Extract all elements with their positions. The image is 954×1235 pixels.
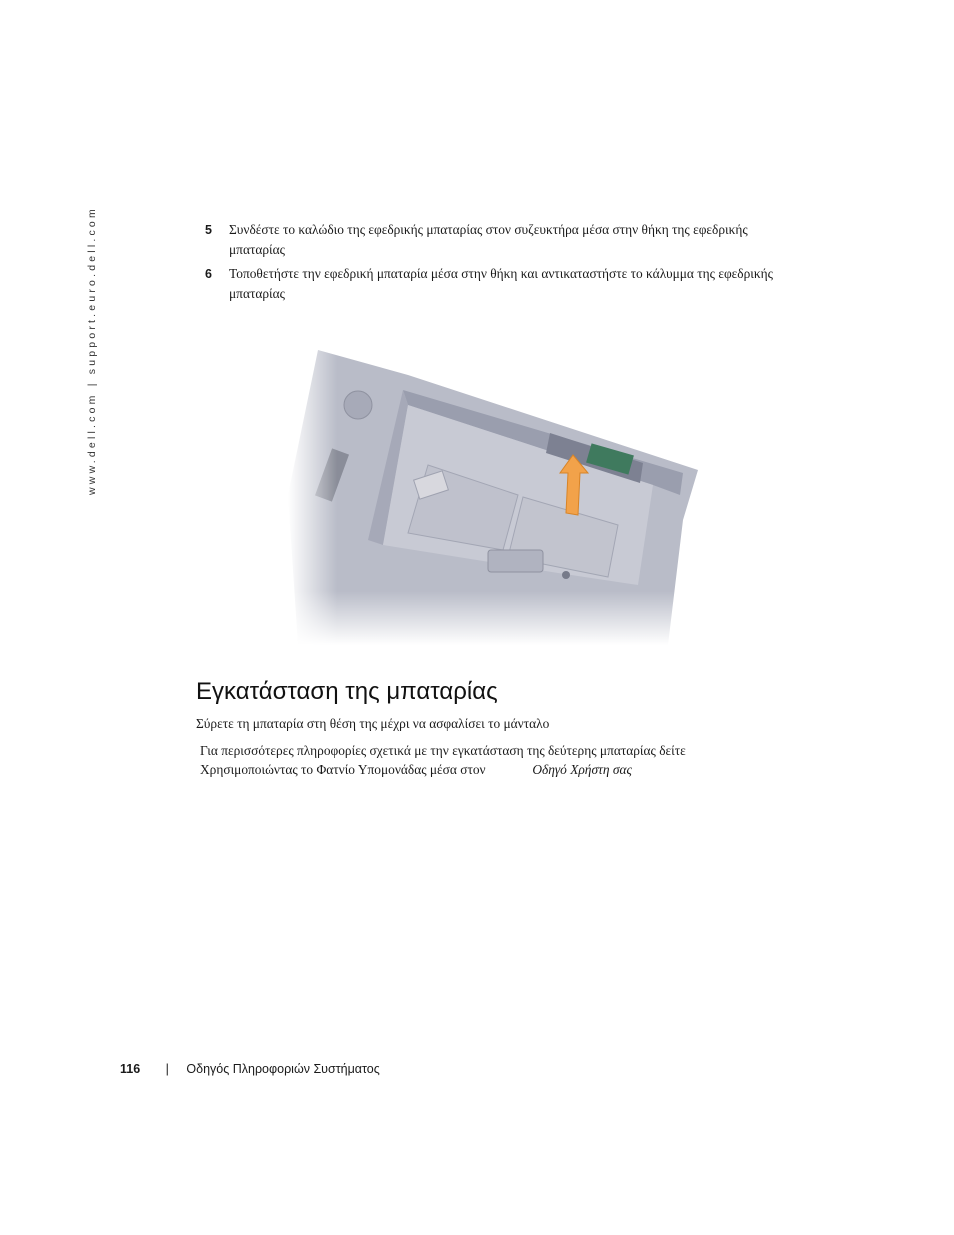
footer-separator: | bbox=[165, 1062, 169, 1076]
note bbox=[200, 741, 820, 779]
note-line-1: Για περισσότερες πληροφορίες σχετικά με την εγκατάσταση της δεύτερης μπαταρίας δείτε bbox=[200, 743, 686, 758]
section-title: Εγκατάσταση της μπαταρίας bbox=[196, 678, 498, 705]
note-line-2-text: Χρησιμοποιώντας το Φατνίο Υπομονάδας μέσα στον bbox=[200, 762, 486, 777]
battery-bay-illustration bbox=[288, 345, 698, 645]
note-line-2 bbox=[200, 760, 820, 779]
step-text: Τοποθετήστε την εφεδρική μπαταρία μέσα στην θήκη και αντικαταστήστε το κάλυμμα της εφεδρικής μπαταρίας bbox=[229, 266, 773, 301]
page-number: 116 bbox=[120, 1062, 141, 1076]
step-number: 6 bbox=[205, 267, 212, 281]
step-text: Συνδέστε το καλώδιο της εφεδρικής μπαταρίας στον συζευκτήρα μέσα στην θήκη της εφεδρικής μπαταρίας bbox=[229, 222, 748, 257]
step-6 bbox=[205, 264, 805, 304]
user-guide-reference: Οδηγό Χρήστη σας bbox=[532, 762, 632, 777]
footer-title: Οδηγός Πληροφοριών Συστήματος bbox=[186, 1062, 380, 1076]
step-5 bbox=[205, 220, 805, 260]
side-url bbox=[84, 206, 100, 495]
page-footer bbox=[120, 1062, 380, 1076]
step-number: 5 bbox=[205, 223, 212, 237]
section-paragraph: Σύρετε τη μπαταρία στη θέση της μέχρι να ασφαλίσει το μάνταλο bbox=[196, 716, 550, 731]
side-url-text: www.dell.com | support.euro.dell.com bbox=[86, 206, 98, 495]
battery-bay-image bbox=[288, 345, 698, 645]
